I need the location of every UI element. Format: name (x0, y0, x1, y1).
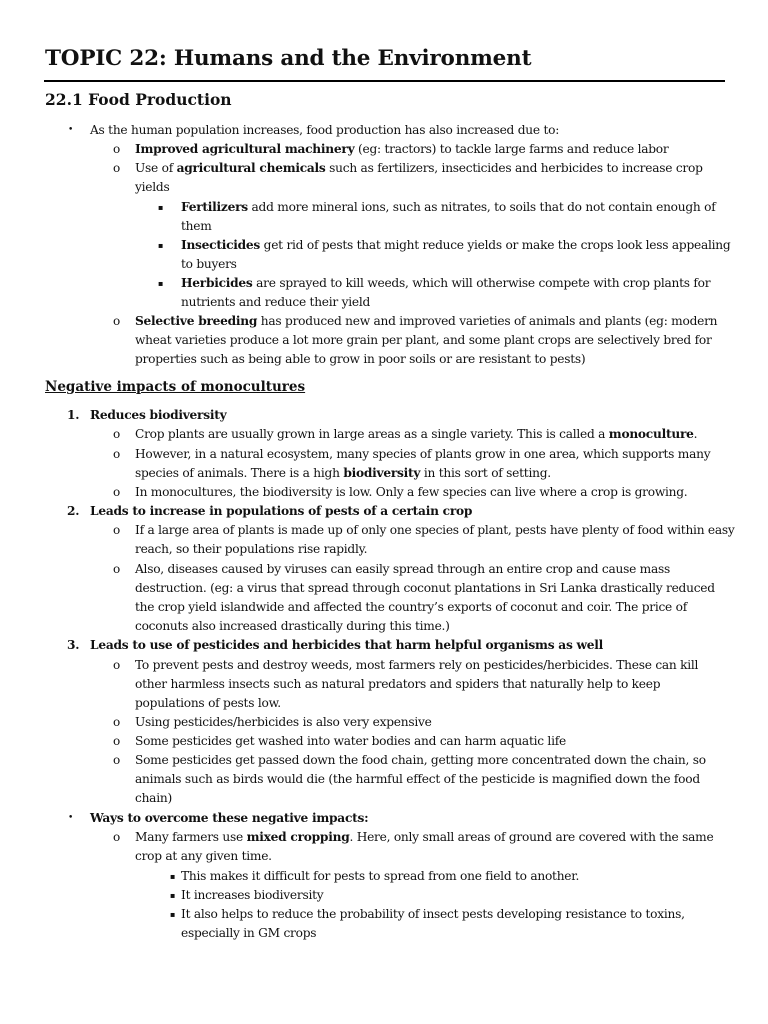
square-marker: ▪ (158, 279, 164, 288)
point-title: Leads to increase in populations of pests of a certain crop (90, 504, 473, 518)
list-item: However, in a natural ecosystem, many species of plants grow in one area, which supports many (135, 447, 711, 461)
circle-marker: o (113, 427, 121, 441)
list-item: In monocultures, the biodiversity is low. Only a few species can live where a crop is growing. (135, 485, 688, 499)
subsection-heading: Negative impacts of monocultures (45, 379, 306, 395)
list-item-continuation: chain) (135, 791, 172, 805)
list-item: Also, diseases caused by viruses can easily spread through an entire crop and cause mass (135, 562, 671, 576)
list-item-continuation: crop at any given time. (135, 849, 272, 863)
list-number: 2. (67, 504, 80, 518)
list-item: This makes it difficult for pests to spread from one field to another. (181, 869, 580, 883)
list-item: Some pesticides get washed into water bodies and can harm aquatic life (135, 734, 566, 748)
list-item-continuation: other harmless insects such as natural predators and spiders that naturally help to keep (135, 677, 661, 691)
circle-marker: o (113, 753, 121, 767)
list-item: Improved agricultural machinery (eg: tractors) to tackle large farms and reduce labor (135, 142, 669, 156)
list-item-continuation: them (181, 219, 212, 233)
food-intro: As the human population increases, food production has also increased due to: (90, 123, 560, 137)
square-marker: ▪ (158, 241, 164, 250)
title-divider (44, 80, 725, 82)
list-item: Insecticides get rid of pests that might reduce yields or make the crops look less appealing (181, 238, 731, 252)
square-marker: ▪ (170, 891, 176, 900)
list-number: 3. (67, 638, 80, 652)
section-heading: 22.1 Food Production (45, 90, 232, 109)
circle-marker: o (113, 447, 121, 461)
list-item: Many farmers use mixed cropping. Here, only small areas of ground are covered with the same (135, 830, 714, 844)
list-item-continuation: nutrients and reduce their yield (181, 295, 371, 309)
circle-marker: o (113, 715, 121, 729)
list-number: 1. (67, 408, 80, 422)
list-item: Herbicides are sprayed to kill weeds, which will otherwise compete with crop plants for (181, 276, 711, 290)
list-item-continuation: populations of pests low. (135, 696, 281, 710)
list-item: Using pesticides/herbicides is also very expensive (135, 715, 432, 729)
list-item: To prevent pests and destroy weeds, most farmers rely on pesticides/herbicides. These can kill (135, 658, 699, 672)
list-item-continuation: destruction. (eg: a virus that spread through coconut plantations in Sri Lanka drastically reduced (135, 581, 715, 595)
circle-marker: o (113, 734, 121, 748)
circle-marker: o (113, 485, 121, 499)
list-item: If a large area of plants is made up of only one species of plant, pests have plenty of food within easy (135, 523, 735, 537)
point-title: Leads to use of pesticides and herbicides that harm helpful organisms as well (90, 638, 604, 652)
circle-marker: o (113, 314, 121, 328)
list-item: It also helps to reduce the probability of insect pests developing resistance to toxins, (181, 907, 685, 921)
list-item: Selective breeding has produced new and improved varieties of animals and plants (eg: modern (135, 314, 718, 328)
square-marker: ▪ (158, 203, 164, 212)
point-title: Ways to overcome these negative impacts: (90, 811, 369, 825)
list-item-continuation: wheat varieties produce a lot more grain per plant, and some plant crops are selectively bred for (135, 333, 712, 347)
bullet-marker: • (68, 125, 74, 135)
bullet-marker: • (68, 813, 74, 823)
list-item-continuation: species of animals. There is a high biodiversity in this sort of setting. (135, 466, 551, 480)
page-title: TOPIC 22: Humans and the Environment (45, 46, 532, 71)
circle-marker: o (113, 523, 121, 537)
list-item: Some pesticides get passed down the food chain, getting more concentrated down the chain, so (135, 753, 706, 767)
list-item-continuation: the crop yield islandwide and affected the country’s exports of coconut and coir. The price of (135, 600, 687, 614)
circle-marker: o (113, 142, 121, 156)
circle-marker: o (113, 830, 121, 844)
list-item: It increases biodiversity (181, 888, 324, 902)
circle-marker: o (113, 658, 121, 672)
square-marker: ▪ (170, 872, 176, 881)
list-item-continuation: animals such as birds would die (the harmful effect of the pesticide is magnified down the food (135, 772, 700, 786)
square-marker: ▪ (170, 910, 176, 919)
list-item: Fertilizers add more mineral ions, such as nitrates, to soils that do not contain enough of (181, 200, 716, 214)
list-item-continuation: yields (135, 180, 170, 194)
circle-marker: o (113, 562, 121, 576)
point-title: Reduces biodiversity (90, 408, 227, 422)
list-item-continuation: especially in GM crops (181, 926, 317, 940)
list-item-continuation: properties such as being able to grow in poor soils or are resistant to pests) (135, 352, 586, 366)
list-item-continuation: coconuts also increased drastically during this time.) (135, 619, 450, 633)
list-item: Use of agricultural chemicals such as fertilizers, insecticides and herbicides to increase crop (135, 161, 703, 175)
list-item: Crop plants are usually grown in large areas as a single variety. This is called a monoculture. (135, 427, 698, 441)
list-item-continuation: to buyers (181, 257, 237, 271)
list-item-continuation: reach, so their populations rise rapidly. (135, 542, 368, 556)
circle-marker: o (113, 161, 121, 175)
